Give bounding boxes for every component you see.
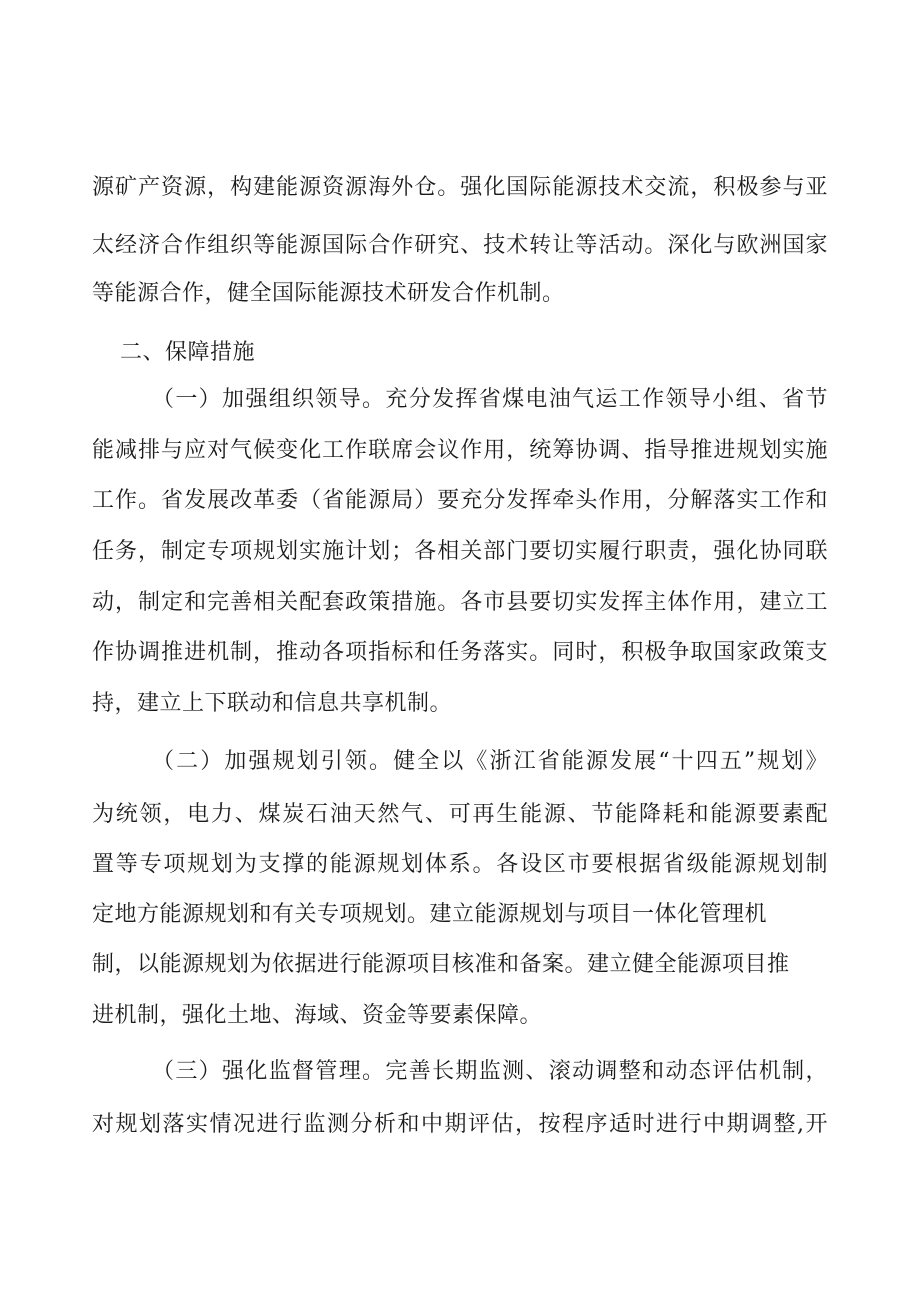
- paragraph-line: 等能源合作，健全国际能源技术研发合作机制。: [92, 281, 565, 306]
- paragraph-line: 作协调推进机制，推动各项指标和任务落实。同时，积极争取国家政策支: [92, 640, 828, 665]
- paragraph-line: （一）加强组织领导。充分发挥省煤电油气运工作领导小组、省节: [152, 387, 828, 412]
- paragraph-line: 源矿产资源，构建能源资源海外仓。强化国际能源技术交流，积极参与亚: [92, 175, 828, 200]
- paragraph-line: 任务，制定专项规划实施计划；各相关部门要切实履行职责，强化协同联: [92, 539, 828, 564]
- paragraph-line: （三）强化监督管理。完善长期监测、滚动调整和动态评估机制，: [152, 1059, 828, 1084]
- paragraph-line: （二）加强规划引领。健全以《浙江省能源发展“十四五”规划》: [152, 749, 828, 774]
- paragraph-line: 置等专项规划为支撑的能源规划体系。各设区市要根据省级能源规划制: [92, 852, 828, 877]
- paragraph-line: 能减排与应对气候变化工作联席会议作用，统筹协调、指导推进规划实施: [92, 438, 828, 463]
- paragraph-line: 制，以能源规划为依据进行能源项目核准和备案。建立健全能源项目推: [92, 952, 790, 977]
- paragraph-line: 定地方能源规划和有关专项规划。建立能源规划与项目一体化管理机: [92, 902, 768, 927]
- paragraph-line: 为统领，电力、煤炭石油天然气、可再生能源、节能降耗和能源要素配: [92, 802, 828, 827]
- paragraph-line: 动，制定和完善相关配套政策措施。各市县要切实发挥主体作用，建立工: [92, 590, 828, 615]
- section-heading: 二、保障措施: [120, 340, 256, 365]
- paragraph-line: 进机制，强化土地、海域、资金等要素保障。: [92, 1003, 543, 1028]
- paragraph-line: 工作。省发展改革委（省能源局）要充分发挥牵头作用，分解落实工作和: [92, 488, 828, 513]
- paragraph-line: 对规划落实情况进行监测分析和中期评估，按程序适时进行中期调整,开: [92, 1112, 828, 1137]
- paragraph-line: 持，建立上下联动和信息共享机制。: [92, 691, 453, 716]
- paragraph-line: 太经济合作组织等能源国际合作研究、技术转让等活动。深化与欧洲国家: [92, 233, 828, 258]
